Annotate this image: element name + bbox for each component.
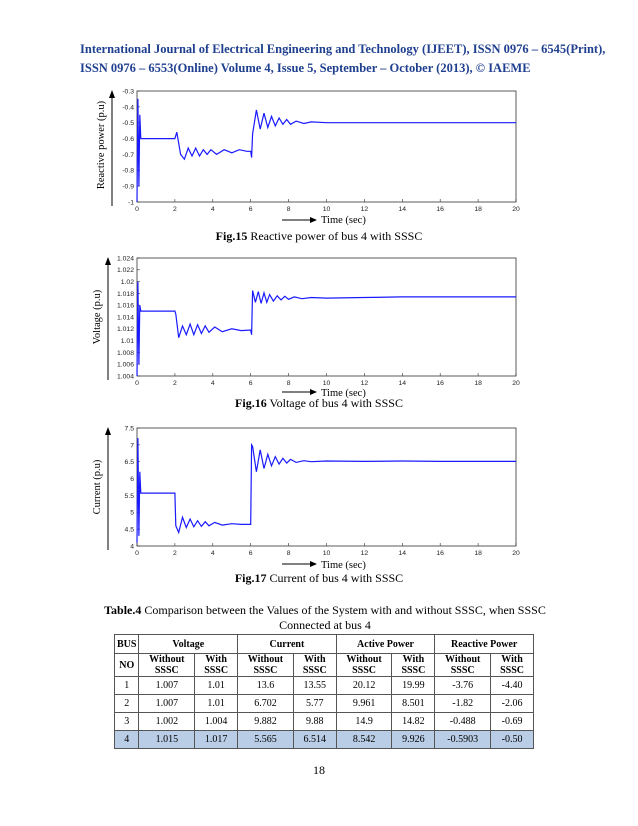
- x-tick-label: 16: [436, 550, 444, 557]
- header-voltage-without: Without SSSC: [139, 654, 195, 677]
- fig16-voltage-chart: [0, 250, 638, 410]
- y-tick-label: 1.022: [116, 267, 134, 275]
- y-tick-label: 1.006: [116, 361, 134, 369]
- x-tick-label: 14: [398, 550, 407, 557]
- y-tick-label: 1.008: [116, 349, 134, 357]
- x-tick-label: 2: [173, 206, 177, 213]
- x-tick-label: 12: [360, 380, 369, 387]
- plot-area: [137, 91, 516, 202]
- x-tick-label: 10: [322, 550, 331, 557]
- table-cell: 6.514: [293, 731, 336, 749]
- table-cell: 9.882: [238, 713, 294, 731]
- x-tick-label: 12: [360, 206, 369, 213]
- table-cell: 2: [115, 695, 139, 713]
- table-cell: 14.9: [336, 713, 392, 731]
- x-tick-label: 20: [512, 206, 520, 213]
- x-tick-label: 4: [210, 380, 215, 387]
- table-cell: 5.565: [238, 731, 294, 749]
- x-tick-label: 6: [248, 380, 253, 387]
- x-tick-label: 2: [173, 550, 177, 557]
- table-caption-line2: Connected at bus 4: [279, 618, 371, 632]
- y-tick-label: 6: [130, 475, 134, 483]
- table-row: [115, 695, 534, 713]
- y-tick-label: 7: [130, 442, 134, 450]
- header-voltage: Voltage: [139, 635, 238, 654]
- table-cell: 14.82: [392, 713, 435, 731]
- table-header-row-2: [115, 654, 534, 677]
- table-cell: 9.88: [293, 713, 336, 731]
- y-tick-label: 1.018: [116, 290, 134, 298]
- table-cell: 19.99: [392, 677, 435, 695]
- x-tick-label: 0: [135, 380, 139, 387]
- y-tick-label: 1.004: [116, 373, 134, 381]
- x-tick-label: 6: [248, 206, 253, 213]
- y-axis-label: Reactive power (p.u): [96, 100, 107, 190]
- y-axis-arrowhead: [105, 257, 111, 265]
- table-cell: 1.01: [195, 695, 238, 713]
- table-cell: 13.6: [238, 677, 294, 695]
- table-cell: 1.017: [195, 731, 238, 749]
- x-tick-label: 16: [436, 206, 444, 213]
- header-reactive-with: With SSSC: [491, 654, 534, 677]
- x-tick-label: 18: [474, 550, 482, 557]
- table-cell: -0.5903: [435, 731, 491, 749]
- table-cell: 20.12: [336, 677, 392, 695]
- table-cell: 1.004: [195, 713, 238, 731]
- journal-header: [80, 40, 606, 78]
- fig15-reactive-power-chart: [0, 85, 638, 245]
- header-bus: BUS: [115, 635, 139, 654]
- header-current: Current: [238, 635, 337, 654]
- y-tick-label: -0.8: [122, 167, 134, 175]
- y-tick-label: 1.012: [116, 326, 134, 334]
- header-line-2: ISSN 0976 – 6553(Online) Volume 4, Issue 5, September – October (2013), © IAEME: [80, 61, 531, 75]
- header-active-power: Active Power: [336, 635, 435, 654]
- table-cell: 8.501: [392, 695, 435, 713]
- table-cell: 5.77: [293, 695, 336, 713]
- fig16-label: Fig.16: [235, 396, 267, 410]
- y-tick-label: 4.5: [124, 526, 134, 534]
- table-cell: -1.82: [435, 695, 491, 713]
- y-tick-label: -0.6: [122, 135, 134, 143]
- y-tick-label: 1.02: [120, 279, 134, 286]
- x-tick-label: 8: [286, 550, 291, 557]
- y-tick-label: -1: [127, 199, 134, 207]
- x-tick-label: 4: [210, 550, 215, 557]
- table-row-highlighted: [115, 731, 534, 749]
- x-axis-arrowhead: [310, 389, 317, 395]
- x-tick-label: 18: [474, 380, 482, 387]
- x-axis-arrowhead: [310, 561, 317, 567]
- x-tick-label: 14: [398, 206, 407, 213]
- x-tick-label: 12: [360, 550, 369, 557]
- y-tick-label: -0.7: [122, 151, 134, 159]
- table-cell: -3.76: [435, 677, 491, 695]
- header-current-with: With SSSC: [293, 654, 336, 677]
- x-tick-label: 8: [286, 206, 291, 213]
- x-axis-label: Time (sec): [321, 215, 366, 226]
- y-axis-label: Current (p.u): [92, 459, 103, 515]
- x-tick-label: 8: [286, 380, 291, 387]
- table-cell: 1.01: [195, 677, 238, 695]
- y-tick-label: -0.4: [122, 104, 134, 112]
- x-tick-label: 20: [512, 550, 520, 557]
- y-axis-arrowhead: [109, 90, 115, 98]
- x-tick-label: 16: [436, 380, 444, 387]
- table-cell: 13.55: [293, 677, 336, 695]
- y-axis-arrowhead: [105, 427, 111, 435]
- comparison-table: [114, 634, 534, 749]
- x-tick-label: 2: [173, 380, 177, 387]
- x-tick-label: 6: [248, 550, 253, 557]
- table-cell: 1.007: [139, 677, 195, 695]
- y-axis-label: Voltage (p.u): [92, 289, 103, 345]
- x-tick-label: 18: [474, 206, 482, 213]
- table-header-row-1: [115, 635, 534, 654]
- y-tick-label: 4: [130, 543, 134, 551]
- fig17-caption: [0, 571, 638, 586]
- table-caption: [60, 603, 590, 633]
- x-tick-label: 10: [322, 206, 331, 213]
- page-number: 18: [313, 763, 325, 777]
- header-reactive-power: Reactive Power: [435, 635, 534, 654]
- table-cell: 4: [115, 731, 139, 749]
- x-axis-arrowhead: [310, 217, 317, 223]
- plot-area: [137, 258, 516, 376]
- y-tick-label: 1.016: [116, 302, 134, 310]
- header-current-without: Without SSSC: [238, 654, 294, 677]
- x-axis-label: Time (sec): [321, 560, 366, 571]
- y-tick-label: 7.5: [124, 425, 134, 433]
- x-tick-label: 14: [398, 380, 407, 387]
- table-cell: 1: [115, 677, 139, 695]
- y-tick-label: 1.024: [116, 255, 134, 263]
- fig16-caption-text: Voltage of bus 4 with SSSC: [266, 396, 403, 410]
- x-tick-label: 10: [322, 380, 331, 387]
- x-tick-label: 0: [135, 206, 139, 213]
- y-tick-label: -0.5: [122, 120, 134, 128]
- table-cell: -4.40: [491, 677, 534, 695]
- table-cell: 1.015: [139, 731, 195, 749]
- header-voltage-with: With SSSC: [195, 654, 238, 677]
- x-tick-label: 20: [512, 380, 520, 387]
- y-tick-label: 5.5: [124, 492, 134, 500]
- table-row: [115, 713, 534, 731]
- table-cell: -0.50: [491, 731, 534, 749]
- header-no: NO: [115, 654, 139, 677]
- y-tick-label: 1.01: [120, 338, 134, 345]
- header-active-without: Without SSSC: [336, 654, 392, 677]
- table-cell: 1.007: [139, 695, 195, 713]
- table-cell: 6.702: [238, 695, 294, 713]
- plot-area: [137, 428, 516, 546]
- fig16-caption: [0, 396, 638, 411]
- header-line-1: International Journal of Electrical Engineering and Technology (IJEET), ISSN 0976 – 6545(Print),: [80, 42, 606, 56]
- y-tick-label: 6.5: [124, 459, 134, 467]
- table-cell: 1.002: [139, 713, 195, 731]
- table-cell: 3: [115, 713, 139, 731]
- fig15-label: Fig.15: [215, 229, 248, 243]
- table-row: [115, 677, 534, 695]
- fig17-caption-text: Current of bus 4 with SSSC: [266, 571, 404, 585]
- fig15-caption-text: Reactive power of bus 4 with SSSC: [247, 229, 423, 243]
- header-reactive-without: Without SSSC: [435, 654, 491, 677]
- fig17-label: Fig.17: [234, 571, 267, 585]
- y-tick-label: 1.014: [116, 314, 134, 322]
- y-tick-label: -0.9: [122, 183, 134, 191]
- fig17-current-chart: [0, 420, 638, 580]
- fig15-caption: [0, 229, 638, 244]
- table-cell: -0.69: [491, 713, 534, 731]
- x-tick-label: 0: [135, 550, 139, 557]
- table-cell: -2.06: [491, 695, 534, 713]
- table-cell: 9.961: [336, 695, 392, 713]
- x-tick-label: 4: [210, 206, 215, 213]
- header-active-with: With SSSC: [392, 654, 435, 677]
- table-label: Table.4: [104, 603, 142, 617]
- table-caption-text: Comparison between the Values of the System with and without SSSC, when SSSC: [141, 603, 546, 617]
- table-cell: -0.488: [435, 713, 491, 731]
- table-cell: 9.926: [392, 731, 435, 749]
- y-tick-label: -0.3: [122, 88, 134, 96]
- x-axis-label: Time (sec): [321, 388, 366, 399]
- y-tick-label: 5: [130, 509, 134, 517]
- table-cell: 8.542: [336, 731, 392, 749]
